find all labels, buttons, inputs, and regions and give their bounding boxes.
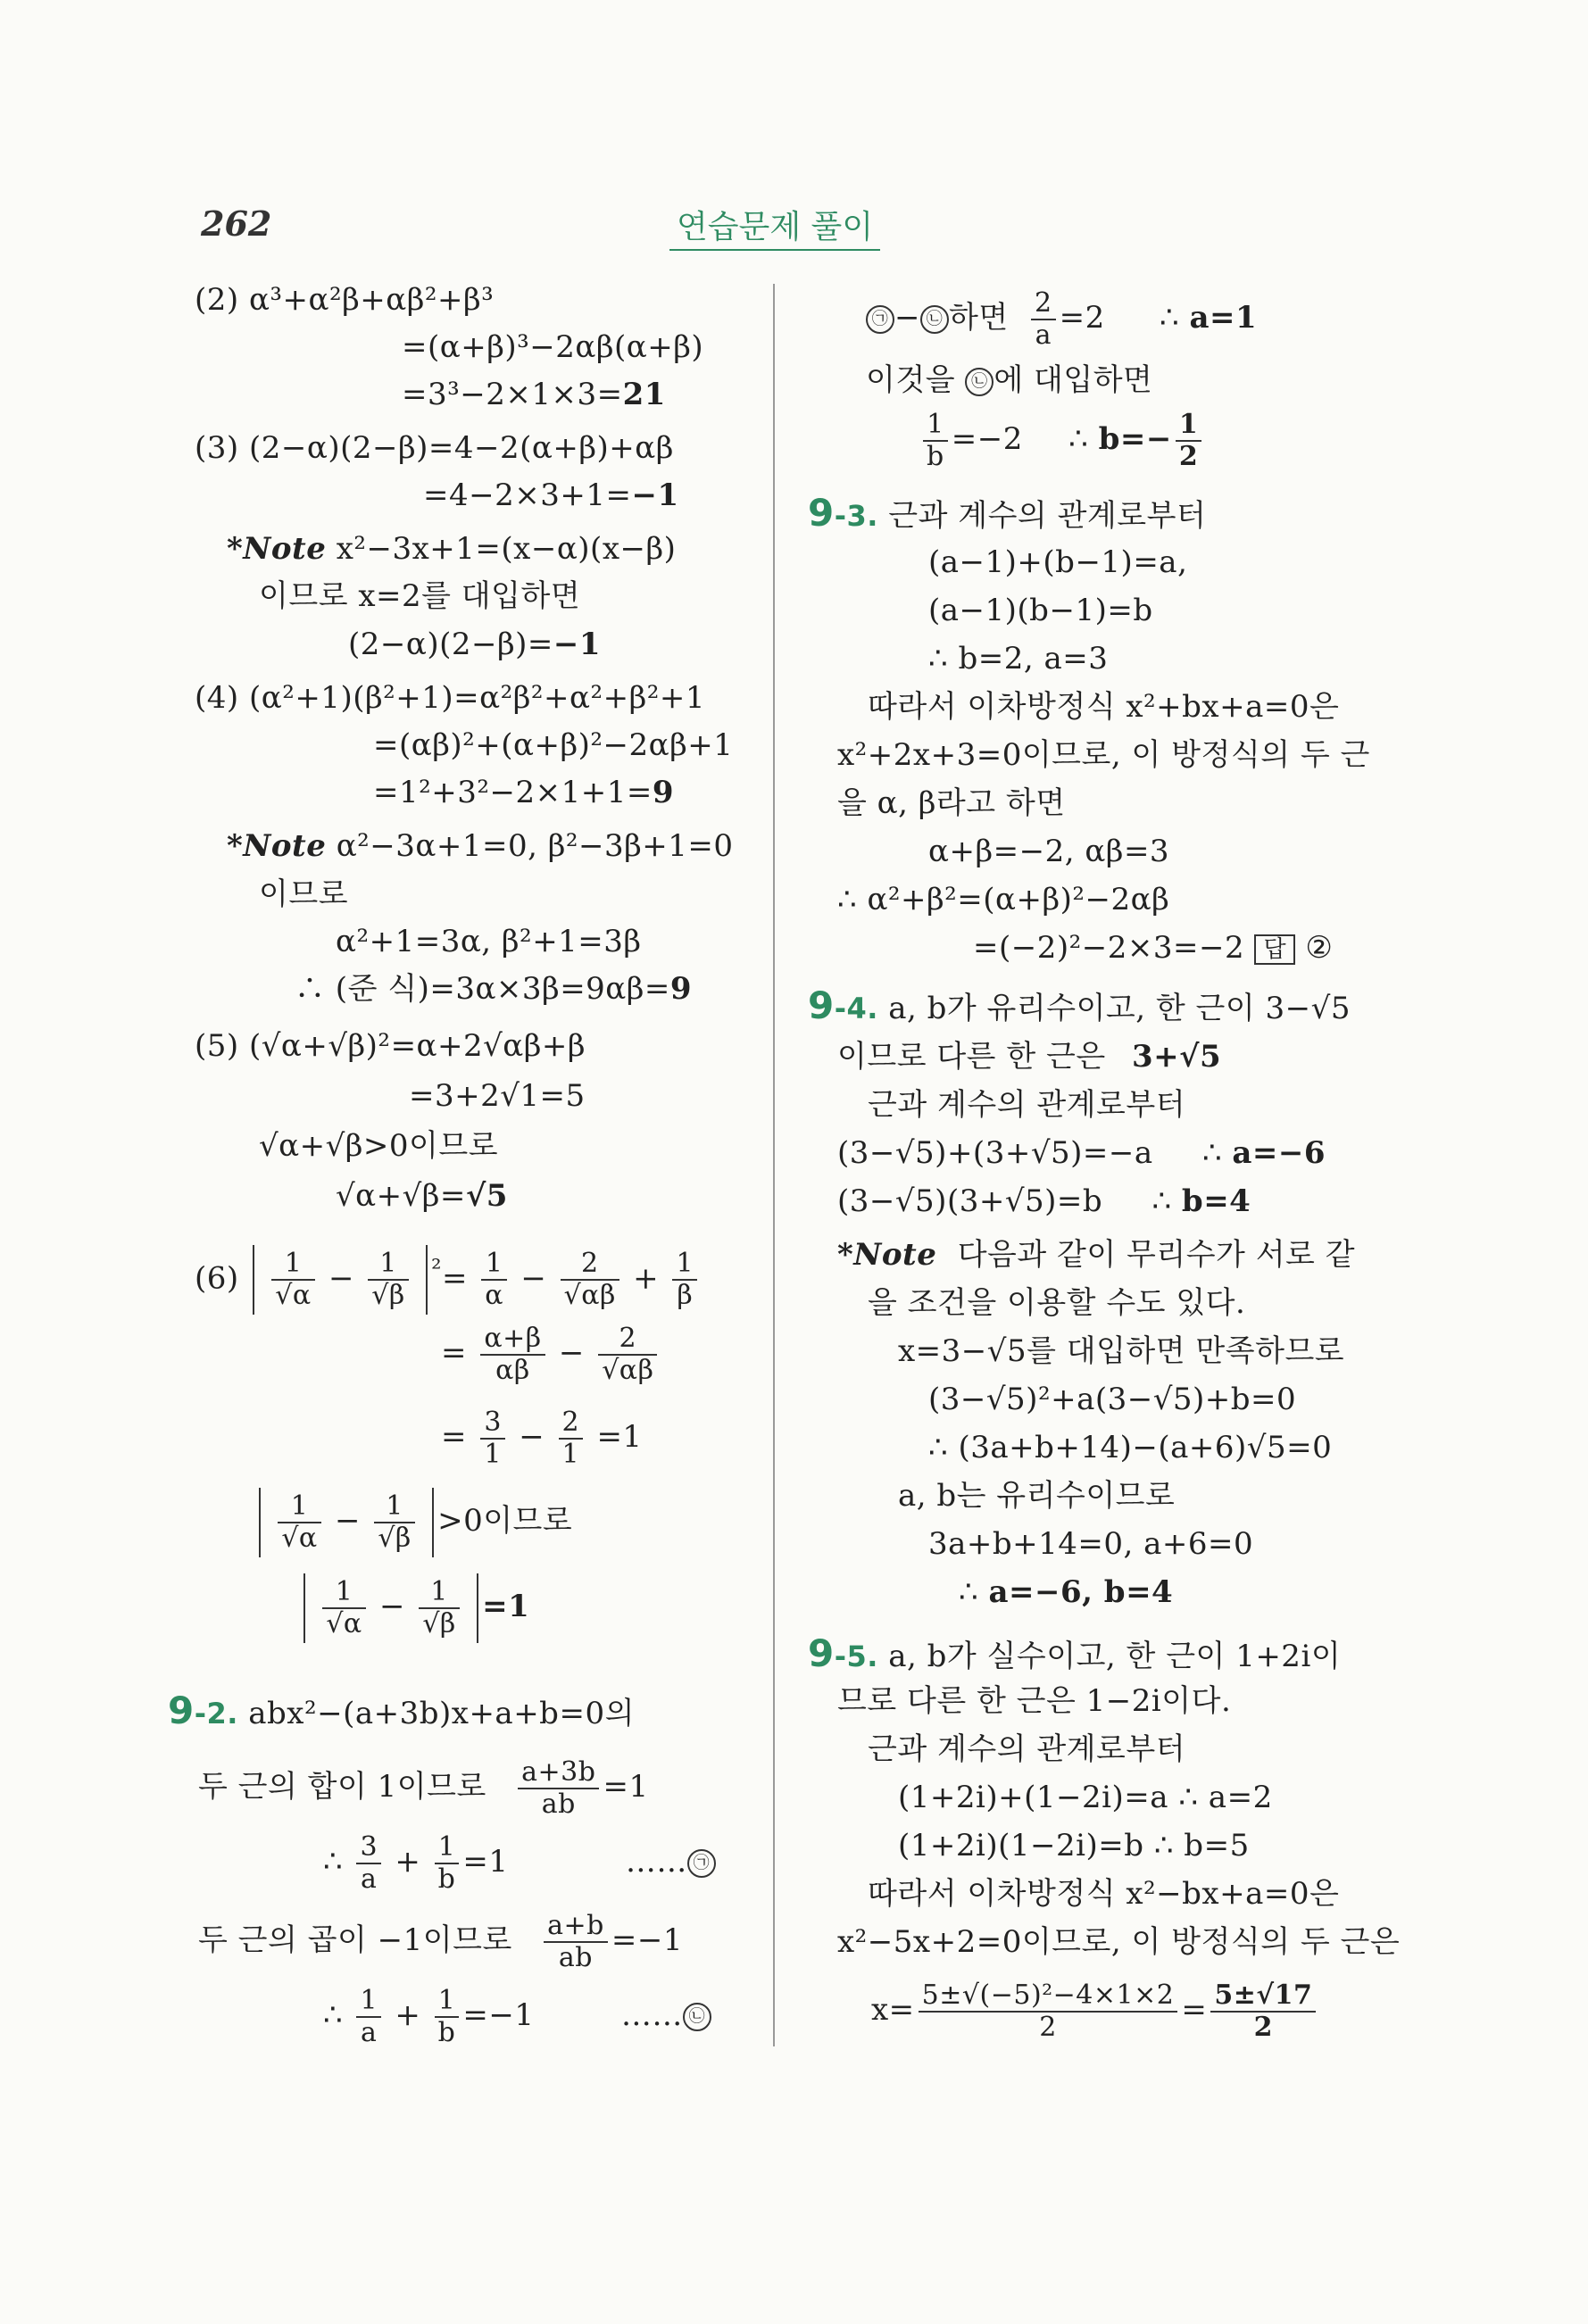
p5-line2: =3+2√1=5 <box>409 1078 586 1114</box>
operator: − <box>558 1335 585 1371</box>
therefore-symbol: ∴ <box>1068 421 1089 457</box>
result: =−1 <box>611 1922 683 1958</box>
operator: + <box>395 1844 421 1880</box>
r-line1-text: 하면 <box>949 300 1009 336</box>
problem-9-5-text: a, b가 실수이고, 한 근이 1+2i이 <box>888 1639 1342 1674</box>
therefore-symbol: ∴ <box>1201 1135 1223 1171</box>
r-line2 <box>866 361 1152 400</box>
p5-line3: √α+√β>0이므로 <box>259 1128 499 1164</box>
fraction: $\frac{3}{1}$ <box>480 1407 505 1470</box>
p95-line4: (1+2i)+(1−2i)=a ∴ a=2 <box>898 1780 1273 1815</box>
circled-label-1: ㉠ <box>687 1849 716 1878</box>
p95-line7: x²−5x+2=0이므로, 이 방정식의 두 근은 <box>837 1924 1401 1960</box>
therefore-symbol: ∴ <box>1152 1183 1172 1219</box>
fraction: $\frac{2}{√\alpha\beta}$ <box>598 1324 657 1386</box>
problem-number: 9-2. <box>168 1689 238 1732</box>
therefore-symbol: ∴ <box>959 1574 979 1610</box>
column-divider <box>773 284 775 2046</box>
p6-row2 <box>441 1317 661 1389</box>
p2-line2: =(α+β)³−2αβ(α+β) <box>402 329 704 365</box>
p3-answer: −1 <box>631 477 679 513</box>
note1-line1 <box>227 529 676 569</box>
p6-row1 <box>195 1233 701 1315</box>
dots: …… <box>620 1997 683 2033</box>
note2-line3: α²+1=3α, β²+1=3β <box>336 924 642 959</box>
abs-bar <box>303 1573 305 1643</box>
dots: …… <box>625 1844 687 1880</box>
operator: = <box>441 1419 467 1455</box>
p5-answer: √5 <box>465 1178 508 1214</box>
fraction: $\frac{1}{√\beta}$ <box>374 1491 414 1554</box>
problem-9-2-text: abx²−(a+3b)x+a+b=0의 <box>248 1696 635 1731</box>
note2-answer: 9 <box>669 971 693 1007</box>
problem-number: 9-3. <box>808 491 878 535</box>
p6-label: (6) <box>195 1260 239 1297</box>
result: =2 <box>1059 300 1105 336</box>
p3-line2 <box>423 476 679 515</box>
p94-answer-a: a=−6 <box>1232 1135 1326 1171</box>
variable: x= <box>871 1992 915 2028</box>
fraction: $\frac{2}{1}$ <box>559 1407 584 1470</box>
note2-text: α²−3α+1=0, β²−3β+1=0 <box>336 828 734 864</box>
problem-9-3-text: 근과 계수의 관계로부터 <box>888 498 1207 534</box>
r-answer-b: b=− <box>1098 421 1172 457</box>
p93-line6: x²+2x+3=0이므로, 이 방정식의 두 근 <box>837 737 1370 773</box>
note3-line1 <box>837 1235 1355 1274</box>
p94-other-root: 3+√5 <box>1132 1039 1222 1075</box>
note1-line3 <box>348 625 601 664</box>
r-line2-text: 이것을 <box>866 362 956 398</box>
therefore-symbol: ∴ <box>323 1997 344 2033</box>
fraction: $\frac{2}{√\alpha\beta}$ <box>561 1249 619 1311</box>
exponent: ² <box>431 1254 442 1283</box>
result: =1 <box>596 1419 643 1455</box>
operator: = <box>441 1335 467 1371</box>
note1-text: x²−3x+1=(x−α)(x−β) <box>336 531 677 567</box>
operator: + <box>633 1260 660 1297</box>
fraction: $\frac{5\pm√17}{2}$ <box>1210 1980 1316 2043</box>
note2-line4-text: ∴ (준 식)=3α×3β=9αβ= <box>295 971 670 1007</box>
fraction: $\frac{1}{2}$ <box>1176 410 1201 472</box>
p94-line4 <box>837 1133 1326 1173</box>
p94-answer-b: b=4 <box>1181 1183 1251 1219</box>
fraction: $\frac{1}{√\alpha}$ <box>322 1577 365 1639</box>
operator: − <box>519 1419 545 1455</box>
problem-number: 9-5. <box>808 1631 878 1675</box>
problem-9-4-heading <box>808 984 1351 1031</box>
abs-bar <box>259 1488 261 1557</box>
fraction: $\frac{\text{5±√(−5)²−4×1×2}}{2}$ <box>919 1980 1178 2043</box>
p92-line4-text: 두 근의 곱이 −1이므로 <box>198 1922 512 1958</box>
fraction: $\frac{1}{b}$ <box>435 1832 460 1895</box>
fraction: $\frac{1}{b}$ <box>435 1986 460 2048</box>
p93-line10 <box>973 928 1333 967</box>
p4-answer: 9 <box>652 775 675 810</box>
fraction: $\frac{3}{a}$ <box>356 1832 381 1895</box>
p5-line4 <box>336 1176 508 1216</box>
p94-line5 <box>837 1182 1251 1221</box>
p92-line2 <box>198 1751 649 1822</box>
note-label: *Note <box>227 531 327 567</box>
p95-line5: (1+2i)(1−2i)=b ∴ b=5 <box>898 1828 1250 1863</box>
p92-line2-text: 두 근의 합이 1이므로 <box>198 1769 486 1805</box>
fraction: $\frac{1}{\alpha}$ <box>481 1249 507 1311</box>
problem-9-4-text: a, b가 유리수이고, 한 근이 3−√5 <box>888 991 1351 1026</box>
therefore-symbol: ∴ <box>323 1844 344 1880</box>
circled-label-2: ㉡ <box>920 305 949 334</box>
note3-line4: (3−√5)²+a(3−√5)+b=0 <box>928 1382 1297 1417</box>
note3-answer: a=−6, b=4 <box>988 1574 1174 1610</box>
note2-line4 <box>295 969 692 1008</box>
operator: = <box>1181 1992 1208 2028</box>
note2-line1 <box>227 826 734 866</box>
fraction: $\frac{1}{√\beta}$ <box>368 1249 408 1311</box>
p95-line2: 므로 다른 한 근은 1−2i이다. <box>837 1683 1232 1719</box>
note2-line2: 이므로 <box>259 876 349 912</box>
fraction: $\frac{1}{√\alpha}$ <box>278 1491 320 1554</box>
p5-line4-text: √α+√β= <box>336 1178 466 1214</box>
fraction: $\frac{a+3b}{ab}$ <box>518 1757 599 1820</box>
p6-row3 <box>441 1401 643 1473</box>
p5-line1: (5) (√α+√β)²=α+2√αβ+β <box>195 1028 586 1064</box>
p94-line4-text: (3−√5)+(3+√5)=−a <box>837 1135 1153 1171</box>
abs-bar <box>477 1573 478 1643</box>
p93-line5: 따라서 이차방정식 x²+bx+a=0은 <box>868 689 1340 725</box>
result: =−2 <box>951 421 1023 457</box>
p93-line10-text: =(−2)²−2×3=−2 <box>973 930 1245 966</box>
p4-line2: =(αβ)²+(α+β)²−2αβ+1 <box>373 727 734 763</box>
p6-row5 <box>300 1571 529 1643</box>
r-line2-text-b: 에 대입하면 <box>994 362 1153 398</box>
problem-9-2-heading <box>168 1689 635 1736</box>
p2-line3 <box>402 375 666 414</box>
problem-number: 9-4. <box>808 984 878 1027</box>
p93-line4: ∴ b=2, a=3 <box>928 641 1109 676</box>
note3-line3: x=3−√5를 대입하면 만족하므로 <box>898 1333 1345 1369</box>
fraction: $\frac{a+b}{ab}$ <box>544 1911 608 1973</box>
operator: − <box>520 1260 547 1297</box>
result: =1 <box>603 1769 649 1805</box>
fraction: $\frac{2}{a}$ <box>1031 288 1056 351</box>
note3-line7: 3a+b+14=0, a+6=0 <box>928 1526 1254 1562</box>
p95-line8 <box>871 1974 1319 2046</box>
fraction: $\frac{1}{\beta}$ <box>672 1249 697 1311</box>
note-label: *Note <box>837 1237 937 1273</box>
r-line3 <box>919 403 1205 475</box>
note1-line2: 이므로 x=2를 대입하면 <box>259 578 581 614</box>
p94-line5-text: (3−√5)(3+√5)=b <box>837 1183 1103 1219</box>
operator: − <box>894 300 920 336</box>
p4-line1: (4) (α²+1)(β²+1)=α²β²+α²+β²+1 <box>195 680 705 716</box>
operator: − <box>328 1260 354 1297</box>
problem-9-3-heading <box>808 491 1206 538</box>
p6-row4 <box>255 1485 572 1557</box>
operator: − <box>379 1589 405 1624</box>
p2-line3-text: =3³−2×1×3= <box>402 377 623 412</box>
abs-bar <box>432 1488 434 1557</box>
fraction: $\frac{1}{a}$ <box>356 1986 381 2048</box>
p93-line3: (a−1)(b−1)=b <box>928 593 1153 628</box>
result: =1 <box>462 1844 509 1880</box>
operator: + <box>395 1997 421 2033</box>
note1-line3-text: (2−α)(2−β)= <box>348 627 553 662</box>
r-line1 <box>866 282 1257 353</box>
p93-line8: α+β=−2, αβ=3 <box>928 834 1170 869</box>
fraction: $\frac{1}{√\beta}$ <box>419 1577 459 1639</box>
circled-label-1: ㉠ <box>866 305 894 334</box>
note3-line6: a, b는 유리수이므로 <box>898 1478 1176 1514</box>
note1-answer: −1 <box>553 627 602 662</box>
operator: − <box>335 1503 361 1539</box>
page-number: 262 <box>201 203 272 244</box>
operator: = <box>441 1260 468 1297</box>
p94-line3: 근과 계수의 관계로부터 <box>868 1087 1186 1123</box>
condition: >0이므로 <box>437 1503 573 1539</box>
note3-line2: 을 조건을 이용할 수도 있다. <box>868 1285 1246 1321</box>
note3-line5: ∴ (3a+b+14)−(a+6)√5=0 <box>928 1430 1333 1465</box>
result: =−1 <box>462 1997 535 2033</box>
p93-line7: 을 α, β라고 하면 <box>837 785 1066 821</box>
p92-line3 <box>323 1826 716 1897</box>
problem-9-5-heading <box>808 1631 1341 1679</box>
r-answer-a: a=1 <box>1189 300 1258 336</box>
p3-line2-text: =4−2×3+1= <box>423 477 632 513</box>
answer-box: 답 <box>1254 934 1295 965</box>
p6-answer: =1 <box>482 1589 530 1624</box>
note3-line8 <box>959 1573 1173 1612</box>
p3-line1: (3) (2−α)(2−β)=4−2(α+β)+αβ <box>195 430 674 466</box>
fraction: $\frac{\alpha+\beta}{\alpha\beta}$ <box>480 1324 545 1386</box>
p94-line2-text: 이므로 다른 한 근은 <box>837 1039 1106 1075</box>
abs-bar <box>426 1245 428 1315</box>
p95-line6: 따라서 이차방정식 x²−bx+a=0은 <box>868 1876 1340 1912</box>
p92-line4 <box>198 1905 683 1976</box>
p4-line3 <box>373 773 674 812</box>
abs-bar <box>253 1245 254 1315</box>
fraction: $\frac{1}{b}$ <box>923 410 948 472</box>
p92-line5 <box>323 1980 711 2051</box>
p93-line2: (a−1)+(b−1)=a, <box>928 544 1188 580</box>
therefore-symbol: ∴ <box>1160 300 1180 336</box>
note3-text: 다음과 같이 무리수가 서로 같 <box>957 1237 1356 1273</box>
p95-line3: 근과 계수의 관계로부터 <box>868 1731 1186 1767</box>
page-title: 연습문제 풀이 <box>669 202 880 251</box>
p2-line1: (2) α³+α²β+αβ²+β³ <box>195 282 495 318</box>
circled-label-2: ㉡ <box>965 368 994 396</box>
note-label: *Note <box>227 828 327 864</box>
p94-line2 <box>837 1037 1221 1076</box>
p2-answer: 21 <box>622 377 666 412</box>
p93-line9: ∴ α²+β²=(α+β)²−2αβ <box>837 882 1170 917</box>
answer-choice: ② <box>1305 930 1334 966</box>
fraction: $\frac{1}{√\alpha}$ <box>271 1249 314 1311</box>
circled-label-2: ㉡ <box>683 2003 711 2031</box>
p4-line3-text: =1²+3²−2×1+1= <box>373 775 653 810</box>
